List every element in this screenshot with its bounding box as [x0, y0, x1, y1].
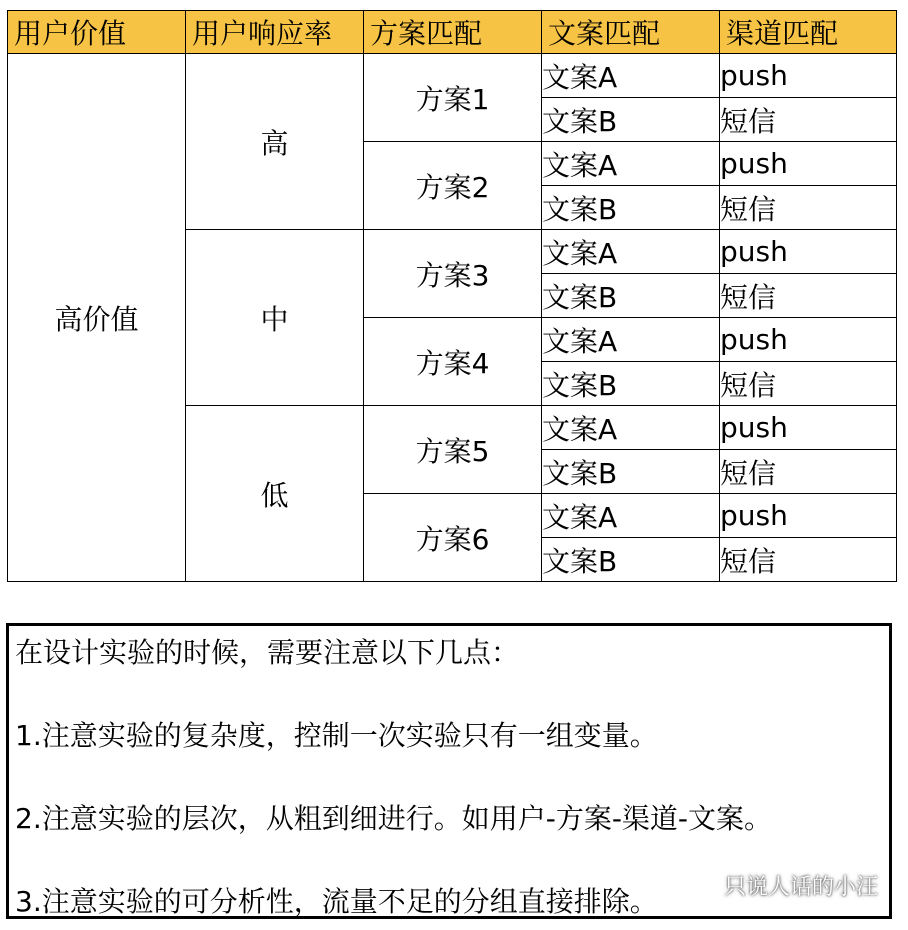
channel-cell: push [720, 494, 897, 538]
plan-cell: 方案3 [364, 230, 542, 318]
channel-cell: 短信 [720, 538, 897, 582]
copy-cell: 文案B [542, 98, 720, 142]
table-row [8, 54, 897, 98]
channel-cell: 短信 [720, 450, 897, 494]
channel-cell: push [720, 230, 897, 274]
notes-intro: 在设计实验的时候，需要注意以下几点： [15, 636, 520, 669]
watermark [692, 870, 878, 901]
experiment-matrix-table [7, 10, 897, 582]
copy-cell: 文案B [542, 450, 720, 494]
table-header-row [8, 11, 897, 54]
channel-cell: 短信 [720, 186, 897, 230]
channel-cell: push [720, 54, 897, 98]
user-value-cell: 高价值 [8, 54, 186, 582]
watermark-text: 只说人话的小汪 [723, 875, 878, 900]
channel-cell: push [720, 142, 897, 186]
plan-cell: 方案6 [364, 494, 542, 582]
channel-cell: push [720, 318, 897, 362]
copy-cell: 文案A [542, 494, 720, 538]
plan-cell: 方案1 [364, 54, 542, 142]
channel-cell: push [720, 406, 897, 450]
header-user-value: 用户价值 [8, 11, 186, 54]
response-cell: 低 [186, 406, 364, 582]
copy-cell: 文案A [542, 230, 720, 274]
header-response-rate: 用户响应率 [186, 11, 364, 54]
channel-cell: 短信 [720, 274, 897, 318]
header-copy-match: 文案匹配 [542, 11, 720, 54]
channel-cell: 短信 [720, 98, 897, 142]
response-cell: 高 [186, 54, 364, 230]
copy-cell: 文案B [542, 538, 720, 582]
wechat-icon [692, 872, 718, 900]
response-cell: 中 [186, 230, 364, 406]
copy-cell: 文案B [542, 186, 720, 230]
copy-cell: 文案A [542, 54, 720, 98]
plan-cell: 方案4 [364, 318, 542, 406]
note-point-3: 3.注意实验的可分析性，流量不足的分组直接排除。 [15, 885, 658, 918]
copy-cell: 文案A [542, 318, 720, 362]
channel-cell: 短信 [720, 362, 897, 406]
note-point-2: 2.注意实验的层次，从粗到细进行。如用户-方案-渠道-文案。 [15, 802, 773, 835]
copy-cell: 文案B [542, 274, 720, 318]
plan-cell: 方案2 [364, 142, 542, 230]
plan-cell: 方案5 [364, 406, 542, 494]
note-point-1: 1.注意实验的复杂度，控制一次实验只有一组变量。 [15, 719, 658, 752]
header-plan-match: 方案匹配 [364, 11, 542, 54]
copy-cell: 文案A [542, 142, 720, 186]
header-channel-match: 渠道匹配 [720, 11, 897, 54]
copy-cell: 文案A [542, 406, 720, 450]
copy-cell: 文案B [542, 362, 720, 406]
